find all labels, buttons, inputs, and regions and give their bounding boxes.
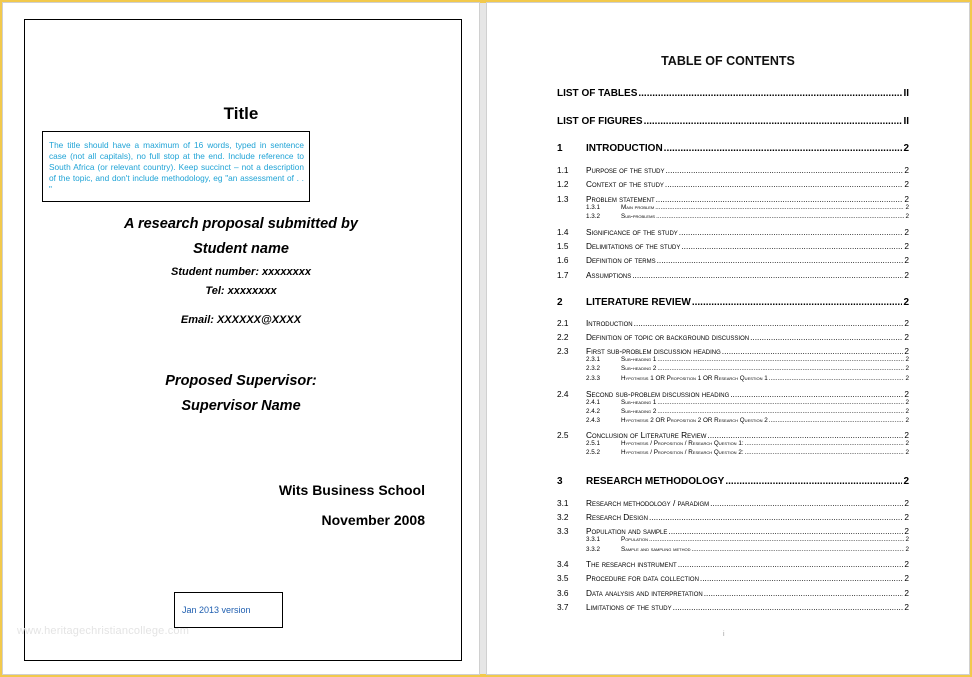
toc-entry-page: 2 xyxy=(904,194,909,204)
toc-entry[interactable] xyxy=(557,241,909,251)
toc-entry-number: 2.3.3 xyxy=(586,375,601,382)
toc-page xyxy=(487,3,969,674)
toc-entry[interactable] xyxy=(557,602,909,612)
toc-entry-page: 2 xyxy=(903,297,909,308)
toc-entry-number: 2.3 xyxy=(557,346,569,356)
toc-entry[interactable] xyxy=(557,204,909,211)
toc-entry-number: 2.4.1 xyxy=(586,399,601,406)
toc-entry-number: 1.7 xyxy=(557,270,569,280)
toc-entry[interactable] xyxy=(557,449,909,456)
toc-entry[interactable] xyxy=(557,227,909,237)
toc-entry-page: 2 xyxy=(905,356,909,363)
cover-title: Title xyxy=(223,104,259,123)
toc-entry[interactable] xyxy=(557,88,909,99)
toc-entry-leader xyxy=(725,476,902,487)
toc-entry-leader xyxy=(678,559,904,569)
toc-entry-title: LIST OF FIGURES xyxy=(557,116,643,127)
supervisor-label: Proposed Supervisor: xyxy=(165,373,317,389)
toc-entry-number: 1 xyxy=(557,143,563,154)
toc-entry-title: RESEARCH METHODOLOGY xyxy=(586,476,725,487)
toc-entry[interactable] xyxy=(557,417,909,424)
toc-entry-leader xyxy=(750,332,903,342)
toc-entry[interactable] xyxy=(557,365,909,372)
toc-entry-number: 2.4 xyxy=(557,389,569,399)
toc-entry-leader xyxy=(656,213,904,220)
toc-entry-title: First sub-problem discussion heading xyxy=(586,346,721,356)
toc-entry-page: 2 xyxy=(904,498,909,508)
toc-entry-number: 2.5.1 xyxy=(586,440,601,447)
toc-entry-title: Sub-heading 1 xyxy=(621,356,657,363)
title-instructions-box: The title should have a maximum of 16 words, typed in sentence case (not all capitals), no full stop at the end. Include reference to South Africa (or relevant country). Keep succinct – not a description of the topic, and don't include methodology, eg "an assessment of . . " xyxy=(42,131,310,202)
toc-entry-number: 2.3.1 xyxy=(586,356,601,363)
toc-entry-number: 1.2 xyxy=(557,179,569,189)
toc-entry-title: Population and sample xyxy=(586,526,668,536)
toc-entry-leader xyxy=(655,204,904,211)
toc-entry-number: 2.1 xyxy=(557,318,569,328)
toc-entry-title: Sub-heading 1 xyxy=(621,399,657,406)
toc-entry-title: Sub-heading 2 xyxy=(621,408,657,415)
toc-entry-page: 2 xyxy=(904,526,909,536)
toc-entry-title: Introduction xyxy=(586,318,633,328)
toc-entry-page: 2 xyxy=(904,346,909,356)
toc-entry-page: 2 xyxy=(905,417,909,424)
toc-entry-page: 2 xyxy=(904,332,909,342)
toc-entry-number: 3.7 xyxy=(557,602,569,612)
toc-entry[interactable] xyxy=(557,440,909,447)
toc-entry-number: 2.4.2 xyxy=(586,408,601,415)
toc-entry-leader xyxy=(700,573,903,583)
proposal-subtitle: A research proposal submitted by xyxy=(124,216,358,232)
toc-entry-page: 2 xyxy=(904,241,909,251)
toc-entry-title: Data analysis and interpretation xyxy=(586,588,703,598)
toc-entry[interactable] xyxy=(557,346,909,356)
toc-entry-page: 2 xyxy=(904,227,909,237)
toc-entry[interactable] xyxy=(557,356,909,363)
toc-entry[interactable] xyxy=(557,573,909,583)
toc-entry-title: Hypothesis 2 OR Proposition 2 OR Research Question 2 xyxy=(621,417,768,424)
toc-entry-number: 3.1 xyxy=(557,498,569,508)
toc-entry-leader xyxy=(707,430,903,440)
toc-entry-title: Population xyxy=(621,536,649,543)
toc-entry-number: 2.4.3 xyxy=(586,417,601,424)
toc-entry[interactable] xyxy=(557,270,909,280)
toc-entry-leader xyxy=(710,498,903,508)
toc-entry-page: 2 xyxy=(905,546,909,553)
toc-entry-leader xyxy=(745,449,905,456)
toc-entry-leader xyxy=(632,270,903,280)
toc-entry-title: Conclusion of Literature Review xyxy=(586,430,707,440)
toc-entry-page: II xyxy=(903,88,909,99)
student-number: Student number: xxxxxxxx xyxy=(171,266,311,278)
toc-entry-title: Assumptions xyxy=(586,270,632,280)
toc-entry-title: Significance of the study xyxy=(586,227,678,237)
toc-entry-number: 1.3 xyxy=(557,194,569,204)
toc-entry-number: 1.3.1 xyxy=(586,204,601,211)
toc-entry-page: 2 xyxy=(904,318,909,328)
toc-entry-number: 3.4 xyxy=(557,559,569,569)
toc-entry-leader xyxy=(638,88,902,99)
toc-entry-leader xyxy=(769,417,905,424)
supervisor-name: Supervisor Name xyxy=(181,398,301,414)
toc-entry-number: 3.5 xyxy=(557,573,569,583)
page-number-marker: i xyxy=(723,631,725,638)
toc-entry-leader xyxy=(722,346,904,356)
toc-entry-title: Purpose of the study xyxy=(586,165,665,175)
toc-entry-title: The research instrument xyxy=(586,559,677,569)
toc-entry-title: Sub-problems xyxy=(621,213,656,220)
toc-entry[interactable] xyxy=(557,375,909,382)
toc-entry-title: Context of the study xyxy=(586,179,664,189)
toc-entry-number: 2.5 xyxy=(557,430,569,440)
toc-entry-leader xyxy=(769,375,905,382)
cover-page xyxy=(3,3,479,674)
toc-entry-leader xyxy=(649,536,904,543)
toc-heading: TABLE OF CONTENTS xyxy=(661,54,795,68)
toc-entry[interactable] xyxy=(557,512,909,522)
student-tel: Tel: xxxxxxxx xyxy=(205,285,277,297)
toc-entry-page: 2 xyxy=(905,399,909,406)
toc-entry[interactable] xyxy=(557,213,909,220)
toc-entry[interactable] xyxy=(557,143,909,154)
toc-entry-leader xyxy=(668,526,903,536)
toc-entry-title: INTRODUCTION xyxy=(586,143,663,154)
toc-entry-leader xyxy=(649,512,903,522)
toc-entry-number: 3.3.1 xyxy=(586,536,601,543)
toc-entry-page: II xyxy=(903,116,909,127)
toc-entry-page: 2 xyxy=(905,213,909,220)
toc-entry[interactable] xyxy=(557,165,909,175)
toc-entry[interactable] xyxy=(557,526,909,536)
toc-entry-number: 2.3.2 xyxy=(586,365,601,372)
toc-entry-number: 1.1 xyxy=(557,165,569,175)
toc-entry[interactable] xyxy=(557,297,909,308)
toc-entry-title: LITERATURE REVIEW xyxy=(586,297,691,308)
toc-entry-title: Sample and sampling method xyxy=(621,546,691,553)
toc-entry-leader xyxy=(657,408,904,415)
toc-entry-leader xyxy=(681,241,903,251)
toc-entry-number: 2.2 xyxy=(557,332,569,342)
toc-entry-number: 1.5 xyxy=(557,241,569,251)
toc-entry[interactable] xyxy=(557,389,909,399)
student-email: Email: XXXXXX@XXXX xyxy=(180,314,302,326)
toc-entry-page: 2 xyxy=(903,143,909,154)
toc-entry-page: 2 xyxy=(904,179,909,189)
toc-entry-number: 3.2 xyxy=(557,512,569,522)
toc-entry-leader xyxy=(656,194,904,204)
toc-entry-page: 2 xyxy=(905,449,909,456)
toc-entry-number: 3 xyxy=(557,476,563,487)
toc-entry[interactable] xyxy=(557,408,909,415)
toc-entry[interactable] xyxy=(557,194,909,204)
toc-entry-leader xyxy=(691,546,904,553)
toc-entry[interactable] xyxy=(557,546,909,553)
student-name: Student name xyxy=(193,241,289,257)
toc-entry[interactable] xyxy=(557,318,909,328)
toc-entry-leader xyxy=(644,116,903,127)
toc-entry[interactable] xyxy=(557,588,909,598)
toc-entry-number: 3.3.2 xyxy=(586,546,601,553)
toc-entry-leader xyxy=(665,165,903,175)
toc-entry-title: Hypothesis / Proposition / Research Question 1: xyxy=(621,440,744,447)
toc-entry-page: 2 xyxy=(903,476,909,487)
toc-entry[interactable] xyxy=(557,399,909,406)
toc-entry[interactable] xyxy=(557,430,909,440)
toc-entry-page: 2 xyxy=(904,255,909,265)
toc-entry-number: 2 xyxy=(557,297,563,308)
school-name: Wits Business School xyxy=(278,482,425,498)
toc-entry-page: 2 xyxy=(905,204,909,211)
toc-entry-page: 2 xyxy=(905,365,909,372)
toc-entry-page: 2 xyxy=(904,165,909,175)
toc-entry-title: Procedure for data collection xyxy=(586,573,699,583)
toc-entry-page: 2 xyxy=(904,559,909,569)
toc-entry[interactable] xyxy=(557,179,909,189)
toc-entry-leader xyxy=(657,365,904,372)
toc-entry-leader xyxy=(664,143,903,154)
toc-entry-page: 2 xyxy=(904,588,909,598)
toc-entry-title: Hypothesis 1 OR Proposition 1 OR Research Question 1 xyxy=(621,375,768,382)
toc-entry[interactable] xyxy=(557,536,909,543)
toc-entry[interactable] xyxy=(557,559,909,569)
toc-entry-page: 2 xyxy=(904,389,909,399)
toc-entry-page: 2 xyxy=(905,536,909,543)
toc-entry-title: Research Design xyxy=(586,512,648,522)
toc-entry-title: Hypothesis / Proposition / Research Question 2: xyxy=(621,449,744,456)
toc-entry-title: Delimitations of the study xyxy=(586,241,681,251)
toc-entry-leader xyxy=(692,297,903,308)
toc-entry-leader xyxy=(673,602,904,612)
toc-entry-leader xyxy=(665,179,903,189)
toc-entry-page: 2 xyxy=(904,270,909,280)
toc-entry-title: Problem statement xyxy=(586,194,655,204)
submission-date: November 2008 xyxy=(321,512,425,528)
toc-entry[interactable] xyxy=(557,498,909,508)
toc-entry-leader xyxy=(704,588,904,598)
toc-entry-page: 2 xyxy=(904,430,909,440)
toc-entry-page: 2 xyxy=(904,573,909,583)
toc-entry-title: Sub-heading 2 xyxy=(621,365,657,372)
toc-entry-number: 3.6 xyxy=(557,588,569,598)
toc-entry-number: 1.6 xyxy=(557,255,569,265)
version-box: Jan 2013 version xyxy=(174,592,283,628)
toc-entry-page: 2 xyxy=(905,440,909,447)
toc-entry-number: 1.4 xyxy=(557,227,569,237)
toc-entry-number: 3.3 xyxy=(557,526,569,536)
toc-entry-number: 1.3.2 xyxy=(586,213,601,220)
toc-entry-leader xyxy=(745,440,905,447)
toc-entry[interactable] xyxy=(557,255,909,265)
toc-entry-title: Definition of terms xyxy=(586,255,656,265)
toc-entry-number: 2.5.2 xyxy=(586,449,601,456)
toc-entry-title: Main problem xyxy=(621,204,655,211)
toc-entry-page: 2 xyxy=(905,375,909,382)
toc-entry-page: 2 xyxy=(904,512,909,522)
toc-entry[interactable] xyxy=(557,116,909,127)
toc-entry[interactable] xyxy=(557,332,909,342)
toc-entry-title: Second sub-problem discussion heading xyxy=(586,389,730,399)
toc-entry-page: 2 xyxy=(905,408,909,415)
toc-entry-leader xyxy=(657,255,904,265)
toc-entry-leader xyxy=(730,389,903,399)
toc-entry-title: Limitations of the study xyxy=(586,602,672,612)
toc-entry-leader xyxy=(679,227,904,237)
toc-entry-title: Research methodology / paradigm xyxy=(586,498,710,508)
toc-entry-title: Definition of topic or background discussion xyxy=(586,332,750,342)
watermark: www.heritagechristiancollege.com xyxy=(17,625,190,637)
toc-entry-leader xyxy=(657,399,904,406)
toc-entry-page: 2 xyxy=(904,602,909,612)
toc-entry-leader xyxy=(634,318,904,328)
toc-entry-title: LIST OF TABLES xyxy=(557,88,638,99)
toc-entry-leader xyxy=(657,356,904,363)
toc-entry[interactable] xyxy=(557,476,909,487)
